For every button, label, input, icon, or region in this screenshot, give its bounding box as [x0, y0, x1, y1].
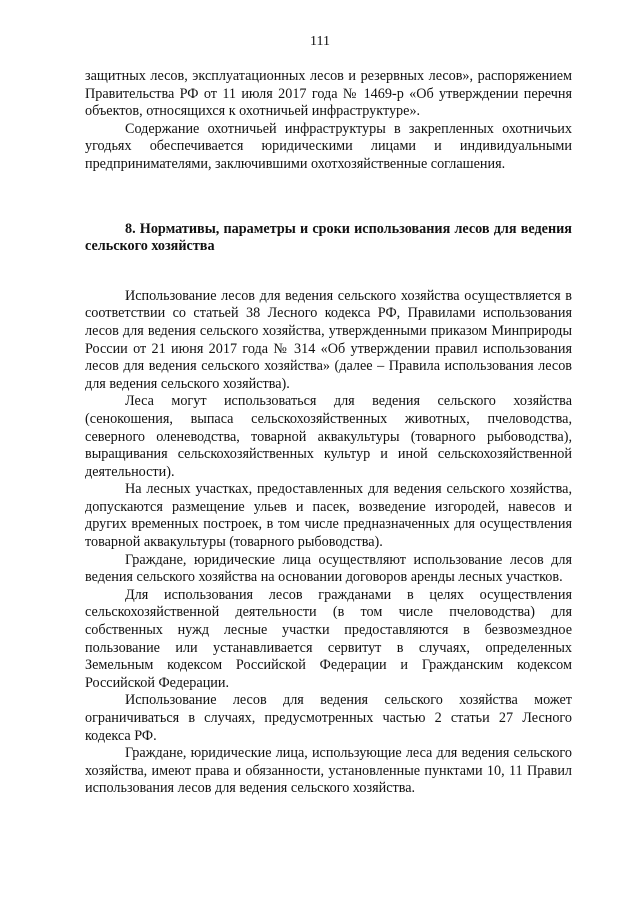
- paragraph-lease-basis: Граждане, юридические лица осуществляют использование лесов для ведения сельского хозяйства на основании договоров аренды лесных участков.: [85, 551, 572, 586]
- paragraph-restrictions: Использование лесов для ведения сельского хозяйства может ограничиваться в случаях, предусмотренных частью 2 статьи 27 Лесного кодекса РФ.: [85, 692, 572, 744]
- page-content: [85, 68, 572, 798]
- page-number: 111: [310, 34, 330, 49]
- paragraph-rights-obligations: Граждане, юридические лица, использующие леса для ведения сельского хозяйства, имеют права и обязанности, установленные пунктами 10, 11 Правил использования лесов для ведения сельского хозяйства.: [85, 745, 572, 797]
- paragraph-hunting-infrastructure: Содержание охотничьей инфраструктуры в закрепленных охотничьих угодьях обеспечивается юридическими лицами и индивидуальными предпринимателями, заключившими охотхозяйственные соглашения.: [85, 120, 572, 172]
- paragraph-forest-uses: Леса могут использоваться для ведения сельского хозяйства (сенокошения, выпаса сельскохозяйственных животных, пчеловодства, северного оленеводства, товарной аквакультуры (товарного рыбоводства), выращивания сельскохозяйственных культур и иной сельскохозяйственной деятельности).: [85, 393, 572, 480]
- section-heading: 8. Нормативы, параметры и сроки использования лесов для ведения сельского хозяйства: [85, 220, 572, 255]
- paragraph-continuation: защитных лесов, эксплуатационных лесов и резервных лесов», распоряжением Правительства РФ от 11 июля 2017 года № 1469-р «Об утверждении перечня объектов, относящихся к охотничьей инфраструктуре».: [85, 68, 572, 120]
- paragraph-legal-basis: Использование лесов для ведения сельского хозяйства осуществляется в соответствии со статьей 38 Лесного кодекса РФ, Правилами использования лесов для ведения сельского хозяйства, утвержденными приказом Минприроды России от 21 июня 2017 года № 314 «Об утверждении правил использования лесов для ведения сельского хозяйства» (далее – Правила использования лесов для ведения сельского хозяйства).: [85, 287, 572, 392]
- paragraph-free-use: Для использования лесов гражданами в целях осуществления сельскохозяйственной деятельности (в том числе пчеловодства) для собственных нужд лесные участки предоставляются в безвозмездное пользование или устанавливается сервитут в случаях, определенных Земельным кодексом Российской Федерации и Гражданским кодексом Российской Федерации.: [85, 586, 572, 691]
- paragraph-allowed-structures: На лесных участках, предоставленных для ведения сельского хозяйства, допускаются размещение ульев и пасек, возведение изгородей, навесов и других временных построек, в том числе предназначенных для осуществления товарной аквакультуры (товарного рыбоводства).: [85, 481, 572, 551]
